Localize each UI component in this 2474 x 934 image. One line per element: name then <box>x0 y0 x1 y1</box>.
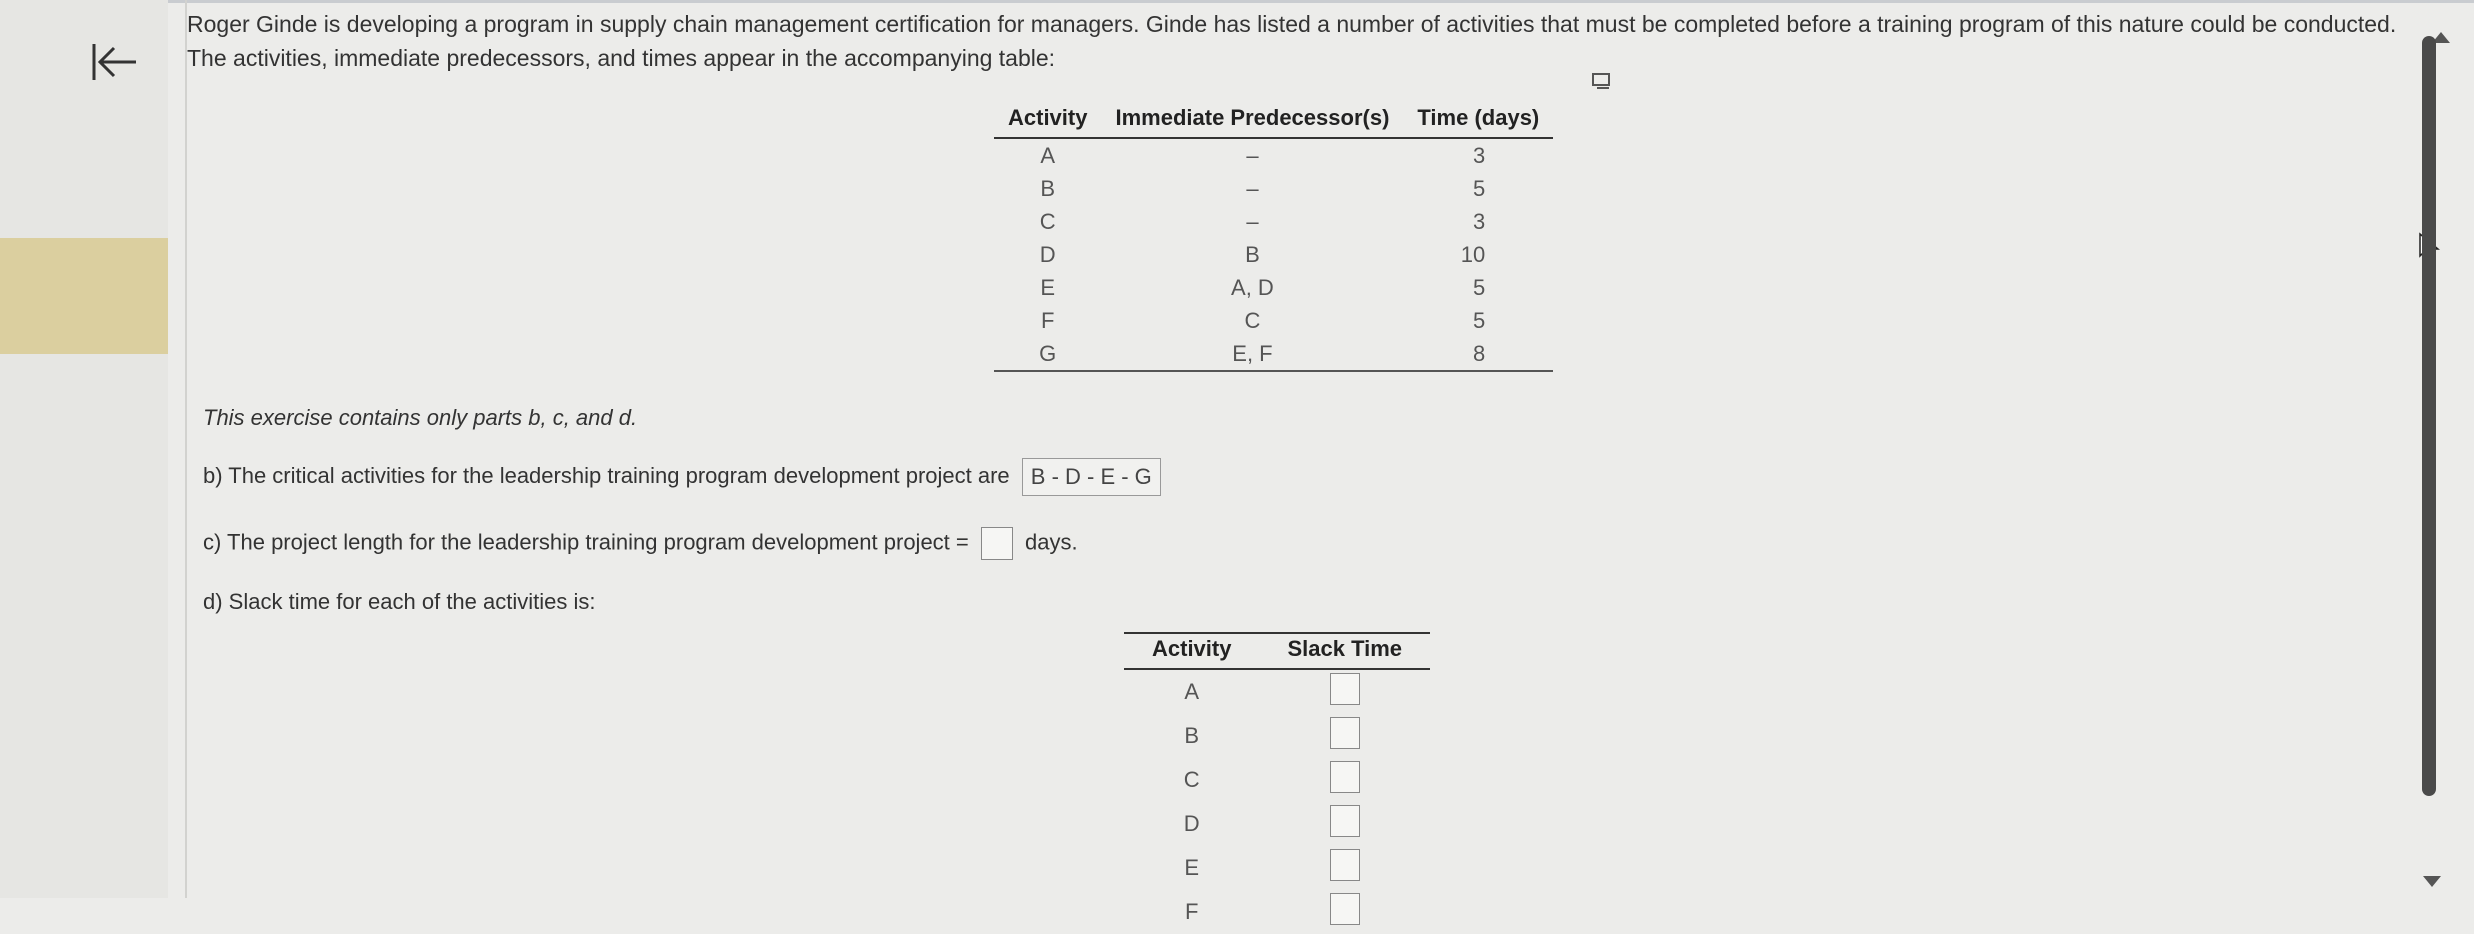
table-row <box>1124 890 1430 934</box>
activity-cell: A <box>1040 142 1056 168</box>
part-c-text: c) The project length for the leadership training program development project = <box>203 529 969 555</box>
activity-cell: G <box>994 337 1101 371</box>
part-b <box>203 458 1161 496</box>
table-row <box>994 271 1553 304</box>
time-cell: 3 <box>1473 208 1486 234</box>
time-cell: 8 <box>1403 337 1553 371</box>
table-row <box>994 172 1553 205</box>
project-length-input[interactable] <box>981 527 1013 560</box>
table-row <box>1124 669 1430 714</box>
time-cell: 3 <box>1473 142 1486 168</box>
slack-activity-cell: E <box>1184 855 1200 880</box>
table-row <box>994 138 1553 172</box>
slack-input[interactable] <box>1330 805 1360 837</box>
question-content <box>187 0 2417 924</box>
time-cell: 5 <box>1473 175 1486 201</box>
table-row <box>994 304 1553 337</box>
header-time: Time (days) <box>1403 103 1553 138</box>
left-panel-accent <box>0 238 168 354</box>
predecessor-cell: – <box>1246 208 1259 234</box>
slack-activity-cell: B <box>1184 723 1200 748</box>
table-row <box>1124 714 1430 758</box>
table-row <box>1124 846 1430 890</box>
slack-input[interactable] <box>1330 673 1360 705</box>
slack-activity-cell: D <box>1183 811 1200 836</box>
table-row <box>994 238 1553 271</box>
slack-header-activity: Activity <box>1124 633 1259 669</box>
slack-table <box>1124 632 1430 934</box>
activity-cell: C <box>1039 208 1056 234</box>
scroll-down-arrow-icon[interactable] <box>2423 876 2441 887</box>
table-row <box>1124 758 1430 802</box>
activity-cell: B <box>1040 175 1056 201</box>
predecessor-cell: E, F <box>1101 337 1403 371</box>
part-b-text: b) The critical activities for the leadership training program development project are <box>203 462 1010 488</box>
activity-cell: D <box>1039 241 1056 267</box>
exercise-intro: This exercise contains only parts b, c, and d. <box>203 405 638 430</box>
slack-input[interactable] <box>1330 717 1360 749</box>
slack-header-slack: Slack Time <box>1259 633 1430 669</box>
time-cell: 5 <box>1473 274 1486 300</box>
header-activity: Activity <box>994 103 1101 138</box>
time-cell: 5 <box>1473 307 1486 333</box>
part-d-text: d) Slack time for each of the activities is: <box>203 589 596 614</box>
table-row <box>994 205 1553 238</box>
table-row <box>1124 802 1430 846</box>
part-c <box>203 527 1078 560</box>
left-panel <box>0 0 168 898</box>
critical-path-answer[interactable]: B - D - E - G <box>1022 458 1161 496</box>
collapse-left-arrow-icon[interactable] <box>90 40 142 84</box>
slack-input[interactable] <box>1330 849 1360 881</box>
slack-activity-cell: F <box>1185 899 1199 924</box>
part-d <box>203 589 596 615</box>
predecessor-cell: C <box>1244 307 1261 333</box>
note-icon[interactable] <box>1591 72 1613 90</box>
table-row <box>994 337 1553 371</box>
slack-activity-cell: C <box>1183 767 1200 792</box>
activity-cell: E <box>1040 274 1056 300</box>
activity-cell: F <box>1041 307 1055 333</box>
question-text: Roger Ginde is developing a program in supply chain management certification for managers. Ginde has listed a number of activities that must be completed before a training program of this nature could be conducted. The activities, immediate predecessors, and times appear in the accompanying table: <box>187 11 2397 71</box>
scroll-thumb[interactable] <box>2422 36 2436 796</box>
predecessor-cell: B <box>1245 241 1260 267</box>
days-unit: days. <box>1025 529 1078 555</box>
predecessor-cell: – <box>1246 175 1259 201</box>
time-cell: 10 <box>1460 241 1486 267</box>
header-predecessors: Immediate Predecessor(s) <box>1101 103 1403 138</box>
predecessor-cell: – <box>1246 142 1259 168</box>
slack-activity-cell: A <box>1184 679 1200 704</box>
predecessor-cell: A, D <box>1231 274 1274 300</box>
activity-table <box>994 103 1553 372</box>
slack-input[interactable] <box>1330 761 1360 793</box>
